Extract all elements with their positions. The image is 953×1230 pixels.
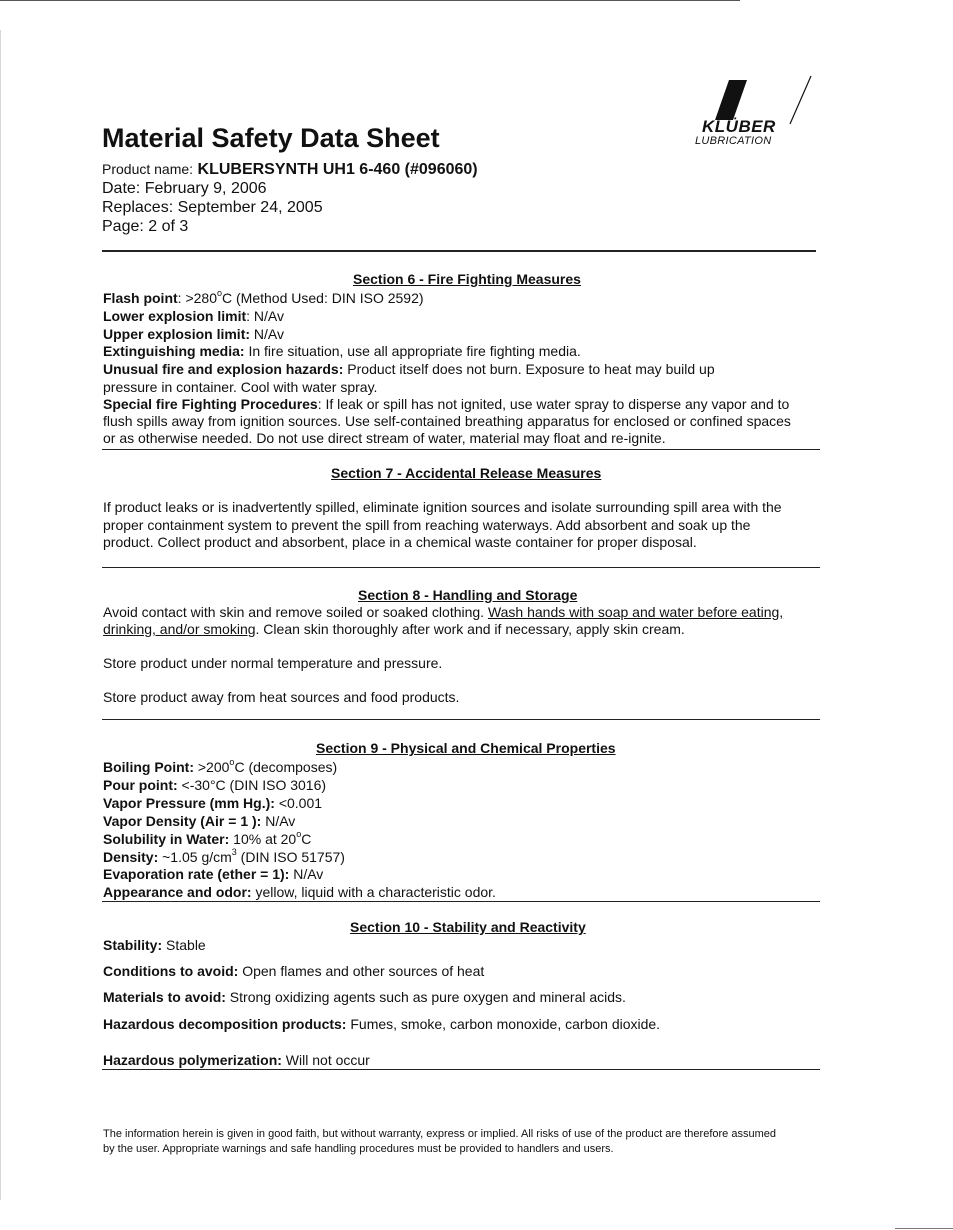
vd-label: Vapor Density (Air = 1 ): — [103, 813, 262, 829]
release-line-2: proper containment system to prevent the spill from reaching waterways. Add absorbent and soak up the — [103, 517, 751, 533]
special-procedures — [103, 396, 789, 413]
lower-explosion-limit — [103, 308, 284, 325]
boiling-point — [103, 759, 337, 776]
conditions-label: Conditions to avoid: — [103, 963, 239, 979]
stability — [103, 937, 206, 954]
unusual-hazards — [103, 361, 715, 378]
hazardous-decomposition — [103, 1016, 660, 1033]
sol-label: Solubility in Water: — [103, 831, 230, 847]
bp-value: >200 — [193, 759, 230, 775]
bp-unit: C (decomposes) — [234, 759, 338, 775]
degree-sup: o — [217, 288, 223, 299]
disclaimer-line-2: by the user. Appropriate warnings and safe handling procedures must be provided to handlers and users. — [103, 1143, 614, 1155]
logo-subtitle: LUBRICATION — [695, 135, 772, 147]
vd-value: N/Av — [261, 813, 296, 829]
handling-line-1-text: Avoid contact with skin and remove soiled or soaked clothing. — [103, 604, 488, 620]
ext-value: In fire situation, use all appropriate fire fighting media. — [244, 343, 581, 359]
sol-unit: C — [301, 831, 312, 847]
materials-to-avoid — [103, 989, 626, 1006]
scan-edge-bottom — [895, 1228, 953, 1229]
storage-line-2: Store product away from heat sources and food products. — [103, 689, 460, 705]
materials-value: Strong oxidizing agents such as pure oxygen and mineral acids. — [225, 989, 626, 1005]
appearance-odor — [103, 884, 496, 901]
degree-sup: o — [296, 829, 302, 840]
storage-line-1: Store product under normal temperature and pressure. — [103, 655, 443, 671]
stability-value: Stable — [162, 937, 206, 953]
vapor-pressure — [103, 795, 322, 812]
handling-line-2-text: . Clean skin thoroughly after work and if necessary, apply skin cream. — [255, 621, 685, 637]
polymerization-label: Hazardous polymerization: — [103, 1052, 282, 1068]
uel-value: N/Av — [250, 326, 284, 342]
sol-value: 10% at 20 — [229, 831, 297, 847]
scan-edge-top — [0, 0, 740, 1]
evap-label: Evaporation rate (ether = 1): — [103, 866, 290, 882]
polymerization-value: Will not occur — [281, 1052, 370, 1068]
den-label: Density: — [103, 849, 159, 865]
flash-point-label: Flash point — [103, 290, 178, 306]
special-label: Special fire Fighting Procedures — [103, 396, 318, 412]
scan-edge-left — [0, 30, 1, 1200]
release-line-1: If product leaks or is inadvertently spilled, eliminate ignition sources and isolate surrounding spill area with the — [103, 499, 782, 515]
section-9-title: Section 9 - Physical and Chemical Properties — [316, 740, 616, 756]
special-procedures-cont-2: or as otherwise needed. Do not use direct stream of water, material may float and re-ignite. — [103, 430, 666, 446]
handling-line-1-underlined: Wash hands with soap and water before eating, — [487, 604, 784, 620]
lel-value: : N/Av — [246, 308, 285, 324]
materials-label: Materials to avoid: — [103, 989, 226, 1005]
vapor-density — [103, 813, 295, 830]
header-divider — [102, 250, 816, 252]
section-6-divider — [102, 449, 820, 450]
den-method: (DIN ISO 51757) — [236, 849, 345, 865]
handling-line-2 — [103, 621, 685, 638]
handling-line-1 — [103, 604, 783, 621]
section-6-title: Section 6 - Fire Fighting Measures — [353, 271, 581, 287]
document-date: Date: February 9, 2006 — [102, 180, 267, 197]
disclaimer-line-1: The information herein is given in good faith, but without warranty, express or implied. All risks of use of the product are therefore assumed — [103, 1128, 776, 1140]
section-7-title: Section 7 - Accidental Release Measures — [331, 465, 602, 481]
section-7-divider — [102, 567, 820, 568]
lel-label: Lower explosion limit — [103, 308, 247, 324]
section-8-title: Section 8 - Handling and Storage — [358, 587, 578, 603]
conditions-to-avoid — [103, 963, 484, 980]
uel-label: Upper explosion limit: — [103, 326, 251, 342]
flash-point-unit: C (Method Used: DIN ISO 2592) — [222, 290, 424, 306]
page-title: Material Safety Data Sheet — [102, 123, 440, 153]
document-replaces: Replaces: September 24, 2005 — [102, 199, 323, 216]
stability-label: Stability: — [103, 937, 163, 953]
decomposition-label: Hazardous decomposition products: — [103, 1016, 347, 1032]
product-name — [102, 160, 478, 179]
product-name-value: KLUBERSYNTH UH1 6-460 (#096060) — [197, 161, 478, 178]
flash-point — [103, 290, 424, 307]
den-value: ~1.05 g/cm — [158, 849, 232, 865]
unusual-hazards-cont: pressure in container. Cool with water spray. — [103, 379, 378, 395]
degree-sup: o — [229, 757, 235, 768]
section-10-divider — [102, 1069, 820, 1070]
pp-value: <-30°C (DIN ISO 3016) — [177, 777, 327, 793]
section-8-divider — [102, 719, 820, 720]
evaporation-rate — [103, 866, 323, 883]
unusual-label: Unusual fire and explosion hazards: — [103, 361, 344, 377]
app-label: Appearance and odor: — [103, 884, 252, 900]
extinguishing-media — [103, 343, 581, 360]
upper-explosion-limit — [103, 326, 284, 343]
release-line-3: product. Collect product and absorbent, place in a chemical waste container for proper disposal. — [103, 534, 697, 550]
vp-label: Vapor Pressure (mm Hg.): — [103, 795, 275, 811]
handling-line-2-underlined: drinking, and/or smoking — [103, 621, 256, 637]
app-value: yellow, liquid with a characteristic odor. — [251, 884, 496, 900]
product-name-label: Product name: — [102, 161, 194, 177]
page-number: Page: 2 of 3 — [102, 218, 189, 235]
unusual-value: Product itself does not burn. Exposure to heat may build up — [343, 361, 715, 377]
special-procedures-cont-1: flush spills away from ignition sources. Use self-contained breathing apparatus for enclosed or confined spaces — [103, 413, 791, 429]
evap-value: N/Av — [289, 866, 324, 882]
hazardous-polymerization — [103, 1052, 370, 1069]
section-10-title: Section 10 - Stability and Reactivity — [350, 919, 586, 935]
logo-word: KLÜBER — [702, 117, 776, 136]
cubed-sup: 3 — [231, 847, 237, 858]
flash-point-value: : >280 — [177, 290, 217, 306]
ext-label: Extinguishing media: — [103, 343, 245, 359]
pp-label: Pour point: — [103, 777, 178, 793]
special-value: : If leak or spill has not ignited, use water spray to disperse any vapor and to — [317, 396, 790, 412]
density — [103, 849, 345, 866]
conditions-value: Open flames and other sources of heat — [238, 963, 485, 979]
kluber-logo — [693, 74, 823, 154]
section-9-divider — [102, 901, 820, 902]
decomposition-value: Fumes, smoke, carbon monoxide, carbon dioxide. — [346, 1016, 661, 1032]
pour-point — [103, 777, 326, 794]
vp-value: <0.001 — [274, 795, 323, 811]
bp-label: Boiling Point: — [103, 759, 194, 775]
solubility — [103, 831, 311, 848]
